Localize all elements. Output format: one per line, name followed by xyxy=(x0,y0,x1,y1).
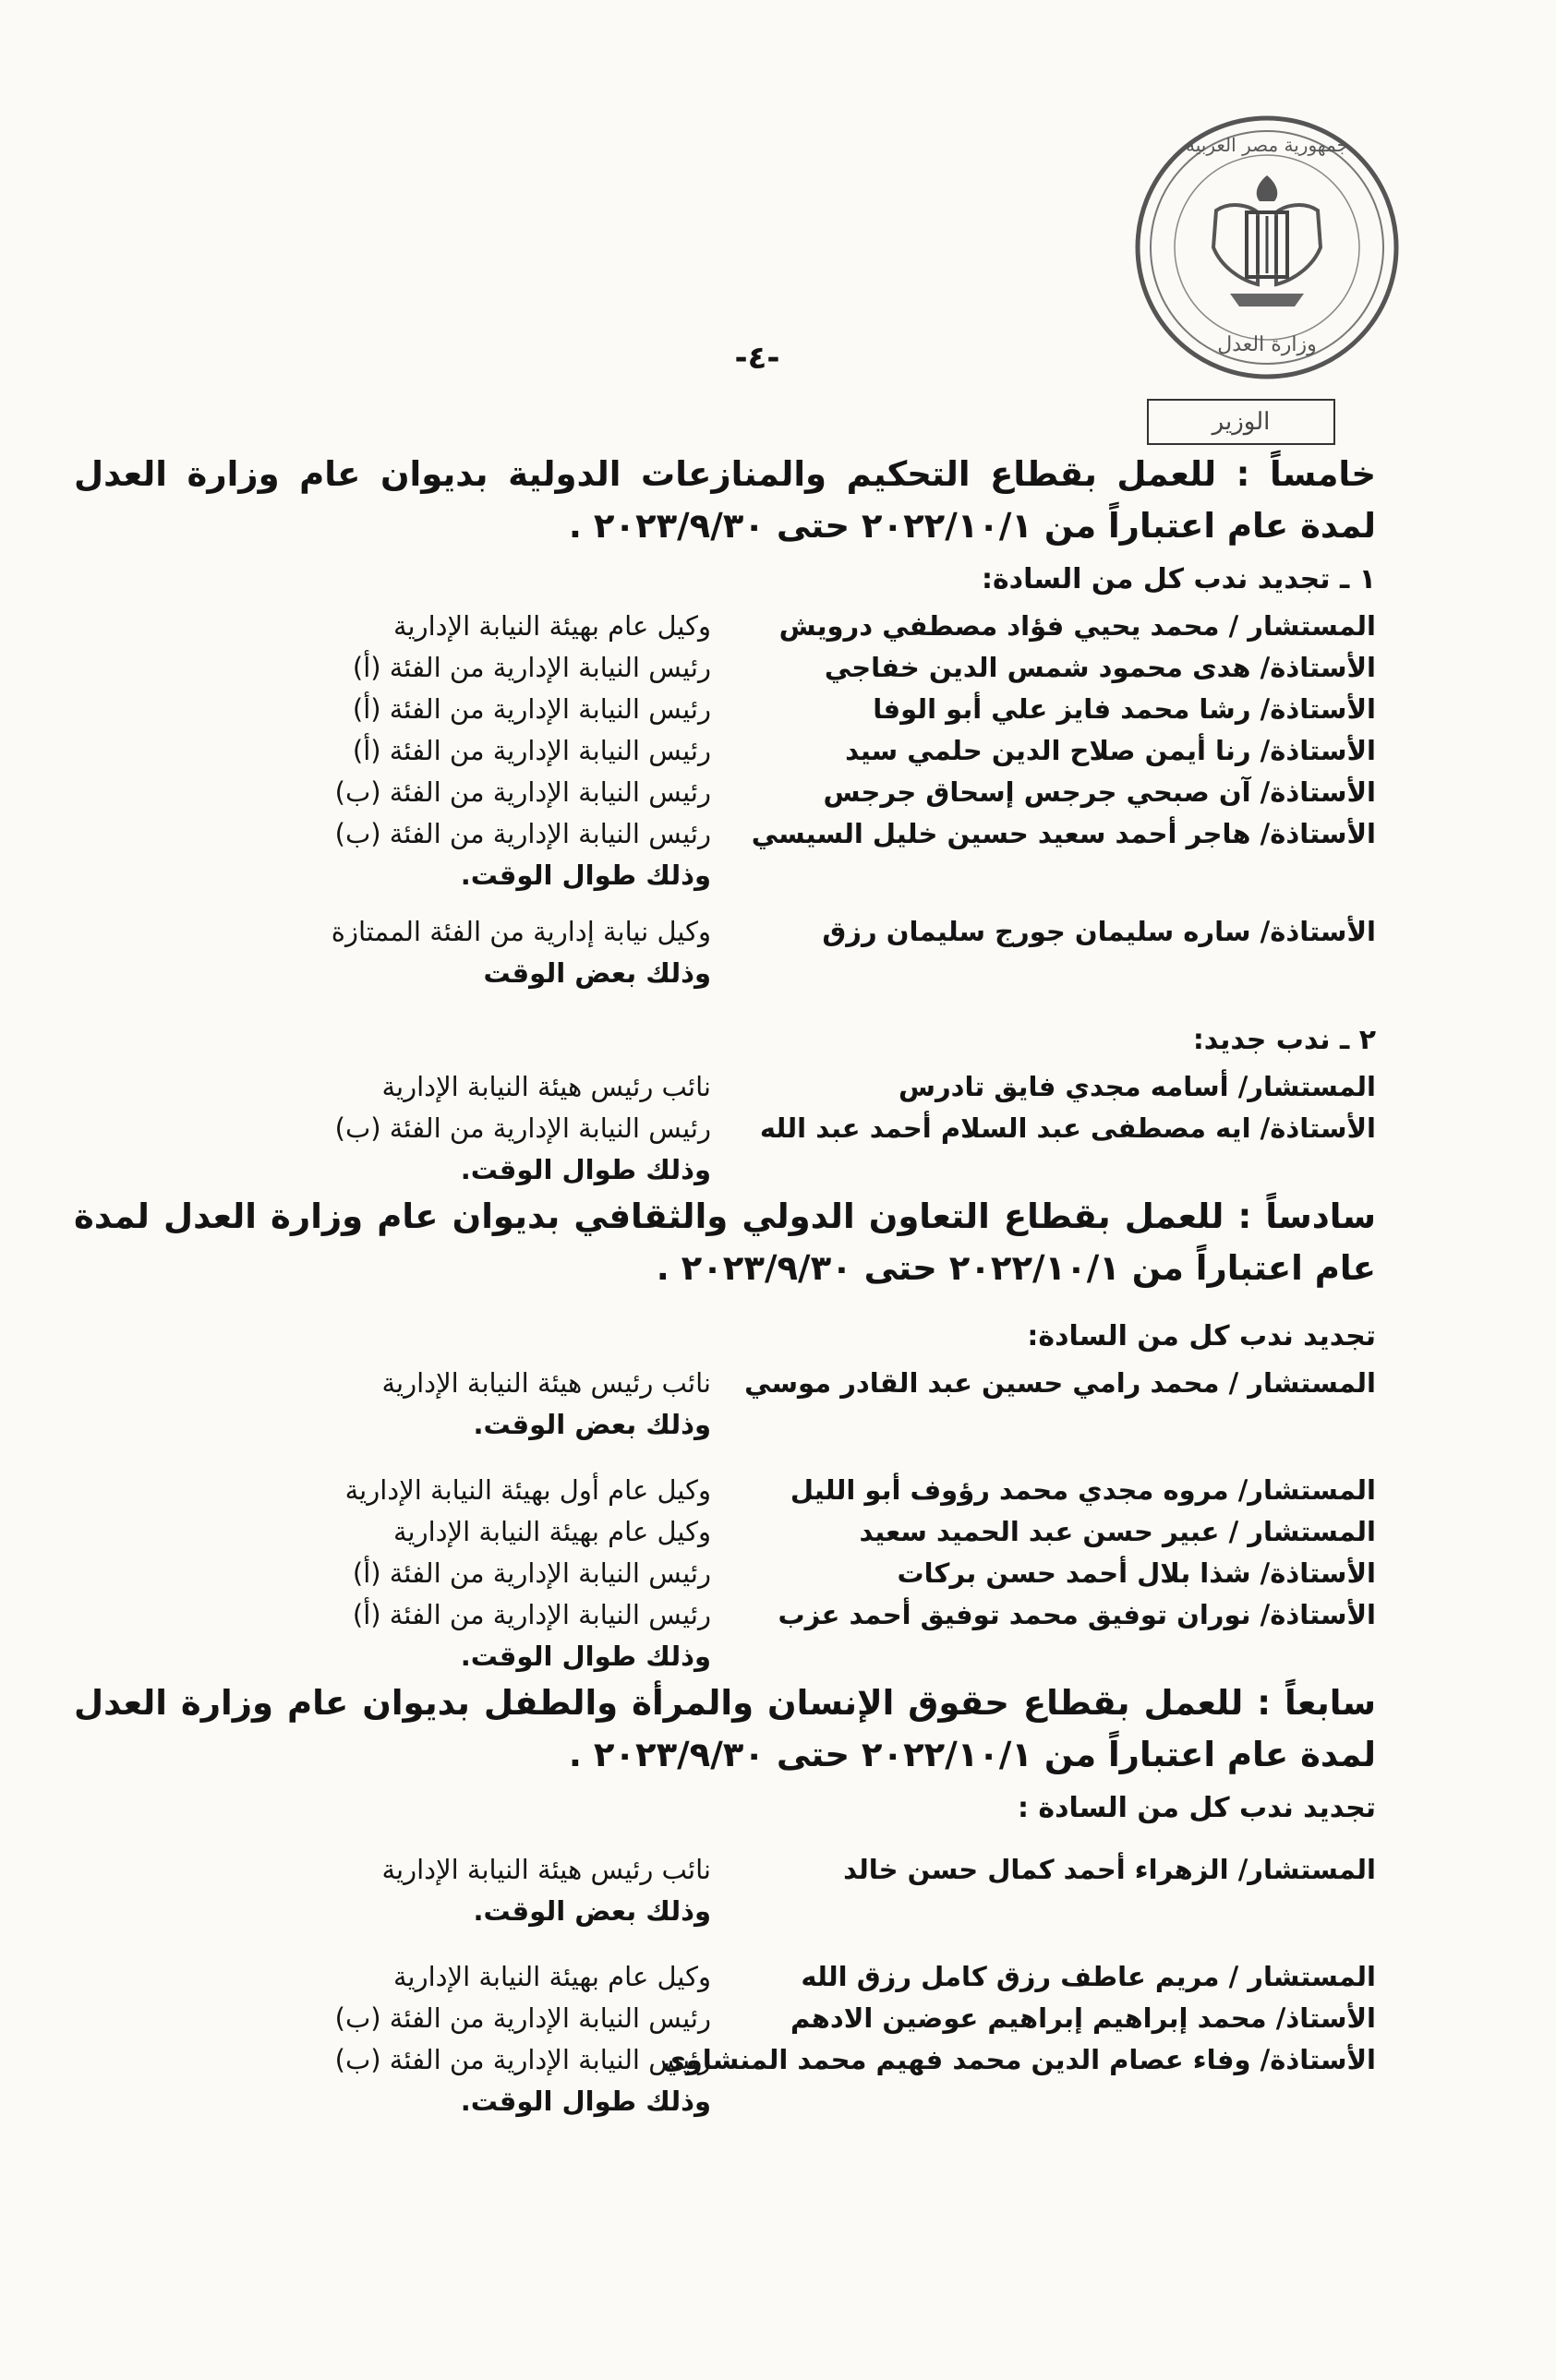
section-6-note1: وذلك بعض الوقت. xyxy=(473,1409,711,1440)
section-6-sub1: تجديد ندب كل من السادة: xyxy=(1027,1320,1376,1352)
section-7-heading xyxy=(74,1677,1376,1781)
list-item xyxy=(74,689,1376,730)
section-5-heading xyxy=(74,449,1376,552)
section-7-lead: سابعاً : xyxy=(1257,1683,1376,1723)
list-item xyxy=(74,1363,1376,1404)
person-position: نائب رئيس هيئة النيابة الإدارية xyxy=(381,1367,711,1399)
section-7-text: للعمل بقطاع حقوق الإنسان والمرأة والطفل بديوان عام وزارة العدل لمدة عام اعتباراً من ٢٠٢٢/١٠/١ حتى ٢٠٢٣/٩/٣٠ . xyxy=(74,1683,1376,1774)
section-6-heading xyxy=(74,1191,1376,1294)
person-position: وكيل نيابة إدارية من الفئة الممتازة xyxy=(331,916,711,947)
list-item xyxy=(74,911,1376,953)
person-position: نائب رئيس هيئة النيابة الإدارية xyxy=(381,1854,711,1885)
person-name: الأستاذة/ رنا أيمن صلاح الدين حلمي سيد xyxy=(845,735,1376,766)
person-position: رئيس النيابة الإدارية من الفئة (أ) xyxy=(352,652,711,683)
list-item xyxy=(74,730,1376,772)
person-position: رئيس النيابة الإدارية من الفئة (أ) xyxy=(352,735,711,766)
person-name: المستشار/ مروه مجدي محمد رؤوف أبو الليل xyxy=(790,1474,1376,1506)
person-name: الأستاذ/ محمد إبراهيم إبراهيم عوضين الادهم xyxy=(790,2002,1376,2034)
document-body xyxy=(74,449,1376,2122)
section-5-sub1: ١ ـ تجديد ندب كل من السادة: xyxy=(981,563,1376,595)
person-name: الأستاذة/ هدى محمود شمس الدين خفاجي xyxy=(824,652,1376,683)
person-position: وكيل عام بهيئة النيابة الإدارية xyxy=(392,1961,711,1992)
person-name: المستشار / محمد رامي حسين عبد القادر موسي xyxy=(744,1367,1376,1399)
person-position: رئيس النيابة الإدارية من الفئة (أ) xyxy=(352,1557,711,1589)
person-name: الأستاذة/ نوران توفيق محمد توفيق أحمد عزب xyxy=(778,1599,1376,1630)
person-position: رئيس النيابة الإدارية من الفئة (أ) xyxy=(352,693,711,725)
person-position: رئيس النيابة الإدارية من الفئة (أ) xyxy=(352,1599,711,1630)
list-item xyxy=(74,606,1376,647)
person-name: المستشار / محمد يحيي فؤاد مصطفي درويش xyxy=(778,610,1376,642)
section-5-text: للعمل بقطاع التحكيم والمنازعات الدولية بديوان عام وزارة العدل لمدة عام اعتباراً من ٢٠٢٢/١٠/١ حتى ٢٠٢٣/٩/٣٠ . xyxy=(74,454,1376,546)
list-item xyxy=(74,1956,1376,1998)
person-position: رئيس النيابة الإدارية من الفئة (ب) xyxy=(334,1112,711,1144)
list-item xyxy=(74,2039,1376,2081)
page-number: -٤- xyxy=(734,340,780,377)
list-item xyxy=(74,647,1376,689)
person-name: المستشار/ الزهراء أحمد كمال حسن خالد xyxy=(843,1854,1376,1885)
seal-top-text: جمهورية مصر العربية xyxy=(1186,134,1348,156)
list-item xyxy=(74,1066,1376,1108)
eagle-emblem-icon xyxy=(1213,175,1321,307)
section-7-sub1: تجديد ندب كل من السادة : xyxy=(1017,1792,1376,1824)
person-position: رئيس النيابة الإدارية من الفئة (ب) xyxy=(334,818,711,849)
list-item xyxy=(74,1594,1376,1636)
section-6-lead: سادساً : xyxy=(1237,1196,1376,1236)
person-name: الأستاذة/ آن صبحي جرجس إسحاق جرجس xyxy=(823,776,1376,808)
list-item xyxy=(74,813,1376,855)
list-item xyxy=(74,1470,1376,1511)
list-item xyxy=(74,1511,1376,1553)
list-item xyxy=(74,1998,1376,2039)
person-position: وكيل عام بهيئة النيابة الإدارية xyxy=(392,610,711,642)
section-5-list1 xyxy=(74,606,1376,855)
section-5-lead: خامساً : xyxy=(1236,454,1376,494)
person-name: الأستاذة/ هاجر أحمد سعيد حسين خليل السيسي xyxy=(751,818,1376,849)
section-5-note1: وذلك طوال الوقت. xyxy=(460,859,711,891)
person-position: رئيس النيابة الإدارية من الفئة (ب) xyxy=(334,2002,711,2034)
section-5-note1b: وذلك بعض الوقت xyxy=(483,957,711,989)
person-position: وكيل عام أول بهيئة النيابة الإدارية xyxy=(344,1474,711,1506)
person-name: الأستاذة/ ساره سليمان جورج سليمان رزق xyxy=(822,916,1376,947)
list-item xyxy=(74,1108,1376,1149)
seal-bottom-text: وزارة العدل xyxy=(1217,333,1317,356)
person-name: المستشار / مريم عاطف رزق كامل رزق الله xyxy=(801,1961,1376,1992)
section-7-note1: وذلك بعض الوقت. xyxy=(473,1895,711,1927)
minister-stamp-box: الوزير xyxy=(1147,399,1335,445)
person-name: الأستاذة/ رشا محمد فايز علي أبو الوفا xyxy=(873,693,1376,725)
person-name: المستشار / عبير حسن عبد الحميد سعيد xyxy=(859,1516,1376,1547)
list-item xyxy=(74,1849,1376,1891)
section-6-note1b: وذلك طوال الوقت. xyxy=(460,1641,711,1672)
section-5-sub2: ٢ ـ ندب جديد: xyxy=(1192,1024,1376,1056)
list-item xyxy=(74,772,1376,813)
person-position: رئيس النيابة الإدارية من الفئة (ب) xyxy=(334,2044,711,2075)
person-name: الأستاذة/ وفاء عصام الدين محمد فهيم محمد المنشاوي xyxy=(661,2044,1376,2075)
ministry-seal xyxy=(1128,109,1405,386)
person-name: الأستاذة/ شذا بلال أحمد حسن بركات xyxy=(897,1557,1376,1589)
person-position: رئيس النيابة الإدارية من الفئة (ب) xyxy=(334,776,711,808)
section-5-note2: وذلك طوال الوقت. xyxy=(460,1154,711,1185)
list-item xyxy=(74,1553,1376,1594)
person-name: المستشار/ أسامه مجدي فايق تادرس xyxy=(898,1071,1376,1102)
section-6-text: للعمل بقطاع التعاون الدولي والثقافي بديوان عام وزارة العدل لمدة عام اعتباراً من ٢٠٢٢/١٠/١ حتى ٢٠٢٣/٩/٣٠ . xyxy=(74,1196,1376,1288)
section-7-note1b: وذلك طوال الوقت. xyxy=(460,2086,711,2117)
person-position: وكيل عام بهيئة النيابة الإدارية xyxy=(392,1516,711,1547)
person-position: نائب رئيس هيئة النيابة الإدارية xyxy=(381,1071,711,1102)
person-name: الأستاذة/ ايه مصطفى عبد السلام أحمد عبد الله xyxy=(759,1112,1376,1144)
